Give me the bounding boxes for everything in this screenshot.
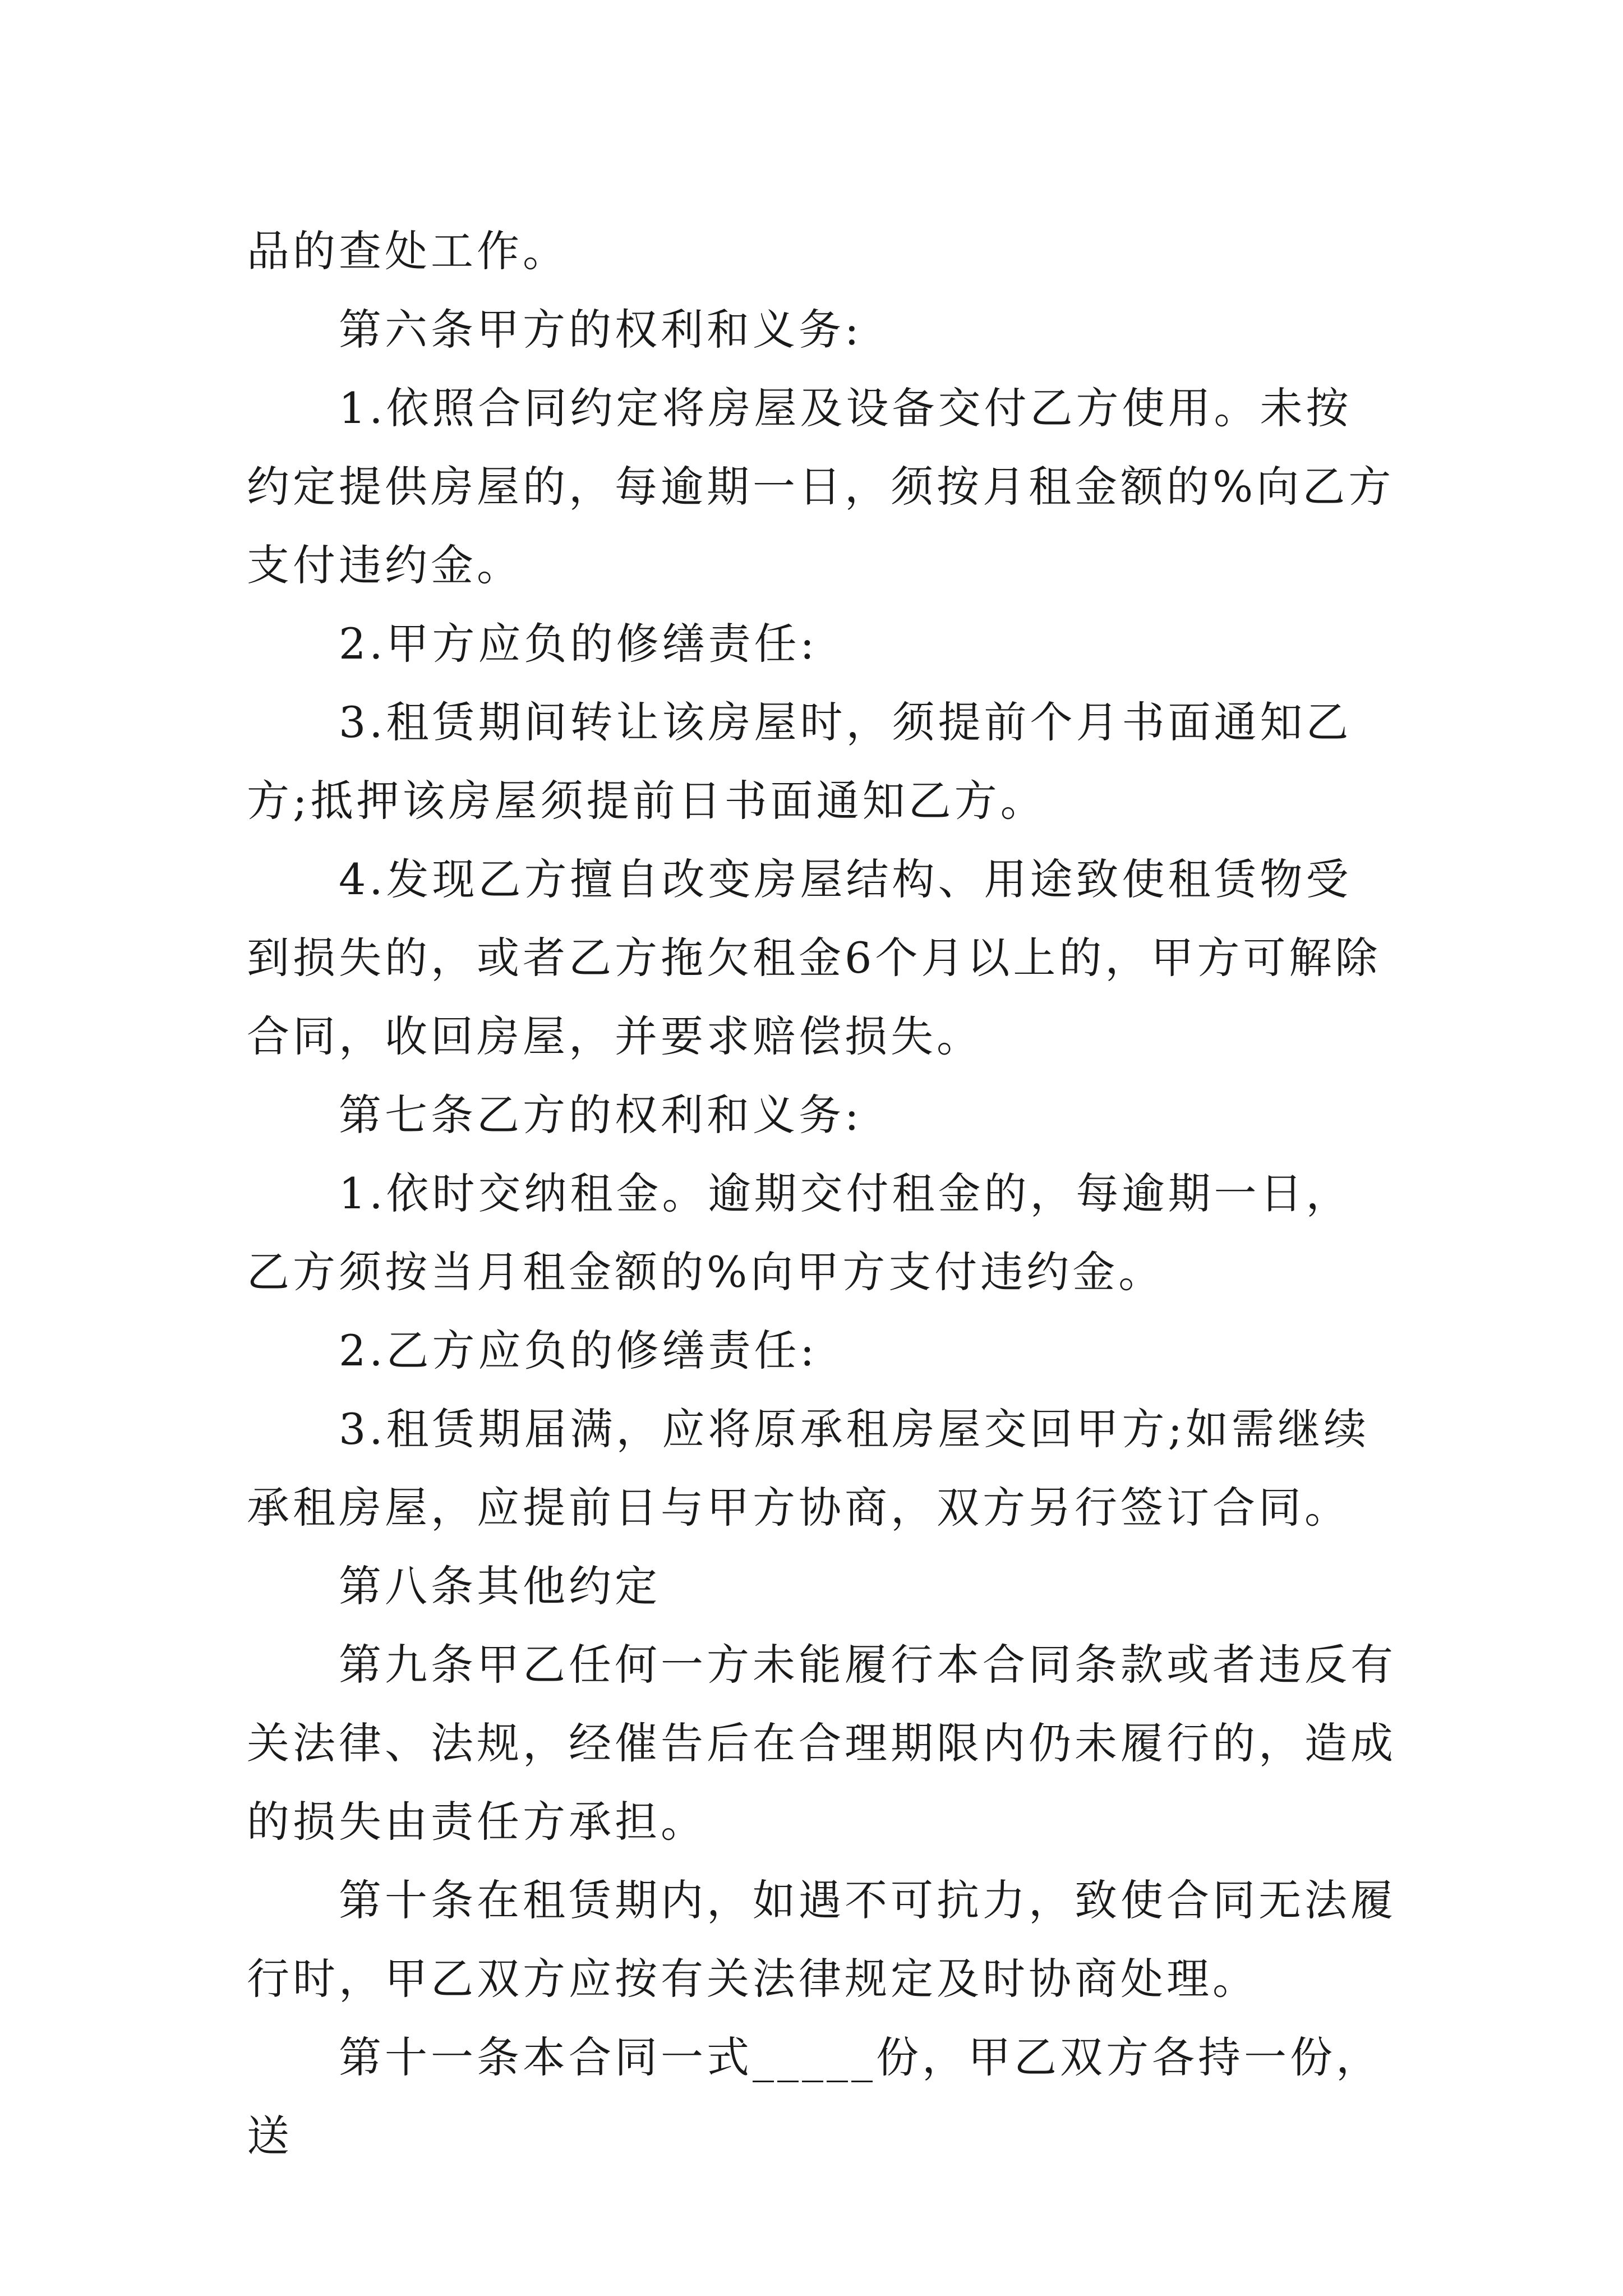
- contract-body: [247, 212, 1396, 2175]
- paragraph-continuation: 品的查处工作。: [247, 226, 569, 276]
- article-7-item-1: 1.依时交纳租金。逾期交付租金的，每逾期一日，乙方须按当月租金额的%向甲方支付违约金。: [247, 1168, 1352, 1297]
- article-6-item-1: 1.依照合同约定将房屋及设备交付乙方使用。未按约定提供房屋的，每逾期一日，须按月租金额的%向乙方支付违约金。: [247, 383, 1395, 590]
- article-6-heading: 第六条甲方的权利和义务:: [339, 305, 863, 355]
- article-11-paragraph: 第十一条本合同一式_____份，甲乙双方各持一份，送: [247, 2032, 1382, 2161]
- article-8-heading: 第八条其他约定: [339, 1561, 661, 1611]
- article-10-paragraph: 第十条在租赁期内，如遇不可抗力，致使合同无法履行时，甲乙双方应按有关法律规定及时协商处理。: [247, 1875, 1396, 2004]
- article-7-heading: 第七条乙方的权利和义务:: [339, 1090, 863, 1140]
- article-6-item-3: 3.租赁期间转让该房屋时，须提前个月书面通知乙方;抵押该房屋须提前日书面通知乙方。: [247, 697, 1352, 826]
- article-6-item-2: 2.甲方应负的修缮责任:: [339, 619, 818, 669]
- article-6-item-4: 4.发现乙方擅自改变房屋结构、用途致使租赁物受到损失的，或者乙方拖欠租金6个月以上的，甲方可解除合同，收回房屋，并要求赔偿损失。: [247, 854, 1381, 1061]
- article-7-item-3: 3.租赁期届满，应将原承租房屋交回甲方;如需继续承租房屋，应提前日与甲方协商，双方另行签订合同。: [247, 1404, 1370, 1533]
- article-7-item-2: 2.乙方应负的修缮责任:: [339, 1326, 818, 1375]
- article-9-paragraph: 第九条甲乙任何一方未能履行本合同条款或者违反有关法律、法规，经催告后在合理期限内仍未履行的，造成的损失由责任方承担。: [247, 1640, 1396, 1847]
